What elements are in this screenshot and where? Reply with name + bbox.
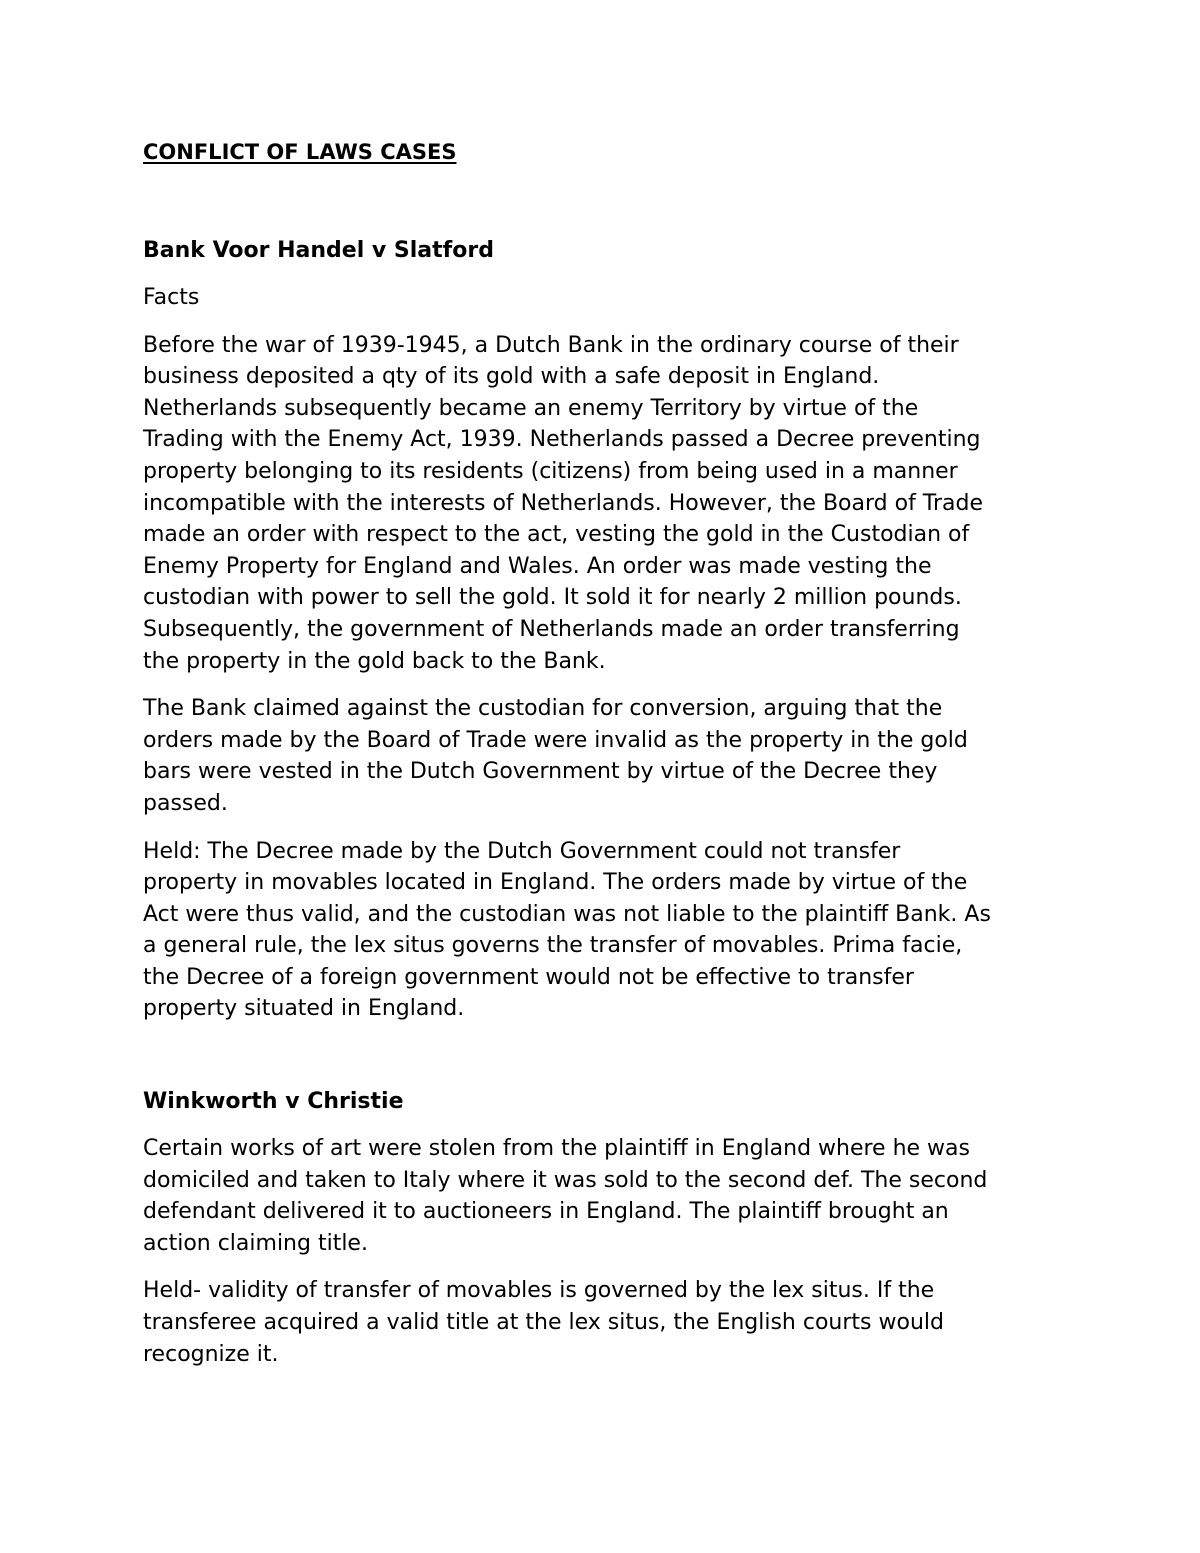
case-title: Winkworth v Christie (143, 1089, 404, 1114)
text-line: orders made by the Board of Trade were invalid as the property in the gold (143, 727, 968, 753)
text-line: property situated in England. (143, 996, 465, 1022)
facts-paragraph (143, 1133, 1083, 1259)
text-line: property belonging to its residents (citizens) from being used in a manner (143, 458, 958, 484)
text-line: action claiming title. (143, 1230, 368, 1256)
text-line: custodian with power to sell the gold. It sold it for nearly 2 million pounds. (143, 585, 962, 611)
text-line: business deposited a qty of its gold with a safe deposit in England. (143, 364, 880, 390)
case-winkworth-v-christie (143, 1086, 1083, 1370)
document-title: CONFLICT OF LAWS CASES (143, 140, 457, 164)
case-bank-voor-handel (143, 235, 1083, 1025)
claim-paragraph (143, 693, 1083, 819)
text-line: recognize it. (143, 1341, 279, 1367)
text-line: the Decree of a foreign government would not be effective to transfer (143, 964, 914, 990)
text-line: Enemy Property for England and Wales. An order was made vesting the (143, 553, 932, 579)
text-line: Held- validity of transfer of movables is governed by the lex situs. If the (143, 1278, 935, 1304)
text-line: defendant delivered it to auctioneers in England. The plaintiff brought an (143, 1199, 949, 1225)
text-line: bars were vested in the Dutch Government by virtue of the Decree they (143, 759, 938, 785)
text-line: Certain works of art were stolen from the plaintiff in England where he was (143, 1136, 970, 1161)
text-line: Held: The Decree made by the Dutch Government could not transfer (143, 838, 901, 864)
text-line: transferee acquired a valid title at the lex situs, the English courts would (143, 1309, 944, 1335)
text-line: the property in the gold back to the Bank. (143, 648, 606, 674)
held-paragraph (143, 1275, 1083, 1370)
text-line: incompatible with the interests of Netherlands. However, the Board of Trade (143, 490, 984, 516)
text-line: Subsequently, the government of Netherlands made an order transferring (143, 616, 960, 642)
text-line: Before the war of 1939-1945, a Dutch Bank in the ordinary course of their (143, 332, 959, 358)
text-line: Act were thus valid, and the custodian was not liable to the plaintiff Bank. As (143, 901, 991, 927)
facts-label: Facts (143, 285, 200, 310)
held-paragraph (143, 836, 1083, 1026)
facts-paragraph (143, 330, 1083, 678)
case-title: Bank Voor Handel v Slatford (143, 238, 494, 263)
text-line: passed. (143, 790, 228, 816)
text-line: property in movables located in England. The orders made by virtue of the (143, 870, 968, 896)
text-line: made an order with respect to the act, vesting the gold in the Custodian of (143, 522, 970, 548)
text-line: domiciled and taken to Italy where it was sold to the second def. The second (143, 1167, 988, 1193)
text-line: a general rule, the lex situs governs the transfer of movables. Prima facie, (143, 933, 963, 959)
text-line: Netherlands subsequently became an enemy Territory by virtue of the (143, 395, 919, 421)
text-line: Trading with the Enemy Act, 1939. Netherlands passed a Decree preventing (143, 427, 981, 453)
text-line: The Bank claimed against the custodian for conversion, arguing that the (143, 696, 943, 722)
